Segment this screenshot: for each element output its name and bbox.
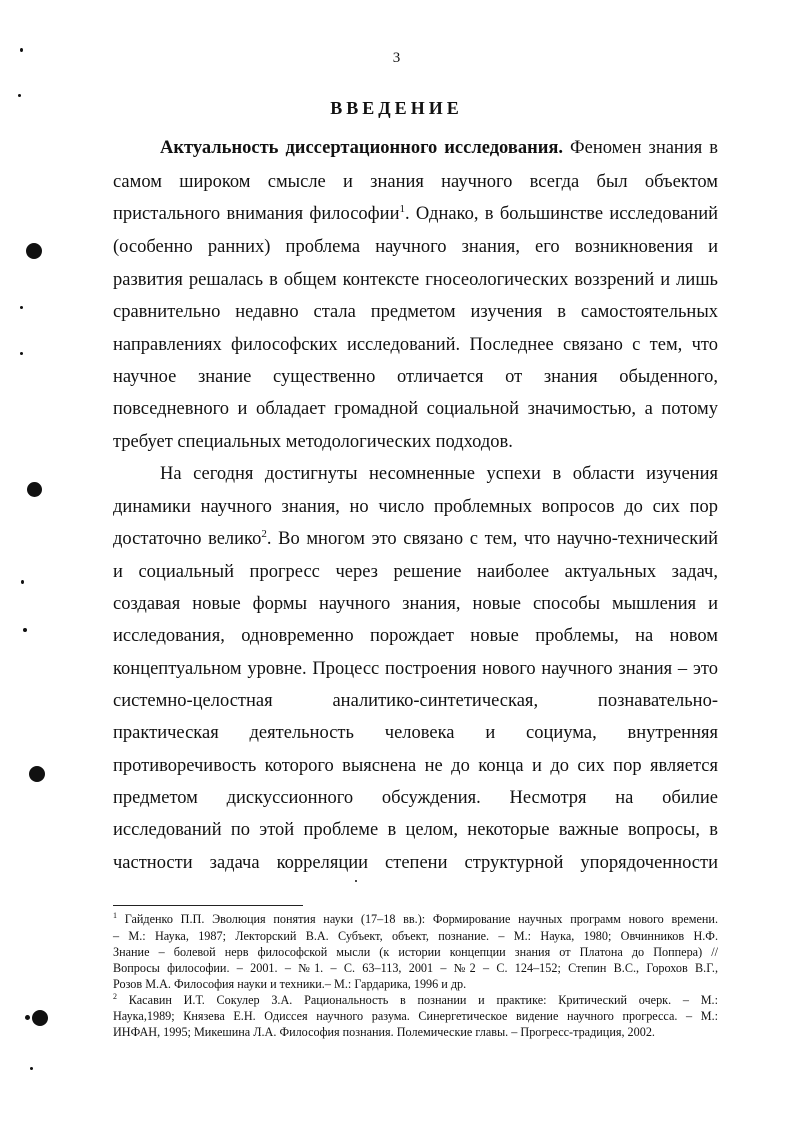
- footnote-separator: [113, 905, 303, 906]
- footnote-1-line-1: $^1$ Гайденко П.П. Эволюция понятия науки (17–18 вв.): Формирование научных программ нового времени.: [113, 910, 718, 926]
- paragraph-1-line-2: самом широком смысле и знания научного всегда был объектом: [113, 172, 718, 192]
- punch-hole-2: [27, 482, 42, 497]
- punch-hole-4: [32, 1010, 48, 1026]
- footnote-1-line-2: – М.: Наука, 1987; Лекторский В.А. Субъект, объект, познание. – М.: Наука, 1980; Овчинников Н.Ф.: [113, 929, 718, 943]
- page-number: 3: [392, 50, 401, 66]
- footnote-mark-1: 1: [113, 910, 117, 920]
- paragraph-1-line-6: сравнительно недавно стала предметом изучения в самостоятельных: [113, 302, 718, 322]
- paragraph-2-line-3: достаточно велико$^2$. Во многом это связано с тем, что научно-технический: [113, 527, 718, 549]
- paragraph-1-line-9: повседневного и обладает громадной социальной значимостью, а потому: [113, 399, 718, 419]
- paragraph-1-line-10: требует специальных методологических подходов.: [113, 432, 513, 452]
- scan-speck: [20, 306, 23, 309]
- scan-speck: [23, 628, 27, 632]
- paragraph-1-line-5: развития решалась в общем контексте гносеологических воззрений и лишь: [113, 270, 718, 290]
- scan-speck: [30, 1067, 33, 1070]
- footnote-2-line-1: $^2$ Касавин И.Т. Сокулер З.А. Рациональность в познании и практике: Критический очерк. – М.:: [113, 991, 718, 1007]
- paragraph-1-line-7: направлениях философских исследований. Последнее связано с тем, что: [113, 335, 718, 355]
- paragraph-2-line-2: динамики научного знания, но число проблемных вопросов до сих пор: [113, 497, 718, 517]
- paragraph-2-line-6: исследования, одновременно порождает новые проблемы, на новом: [113, 626, 718, 646]
- footnote-1-line-4: Вопросы философии. – 2001. – №1. – С. 63–113, 2001 – №2 – С. 124–152; Степин В.С., Горохов В.Г.,: [113, 961, 718, 975]
- footnote-1-line-3: Знание – болевой нерв философской мысли (к истории концепции знания от Платона до Поппера) //: [113, 945, 718, 959]
- footnote-2-line-3: ИНФАН, 1995; Микешина Л.А. Философия познания. Полемические главы. – Прогресс-традиция, 2002.: [113, 1025, 655, 1039]
- paragraph-2-line-13: частности задача корреляции степени структурной упорядоченности: [113, 853, 718, 873]
- paragraph-1-line-8: научное знание существенно отличается от знания обыденного,: [113, 367, 718, 387]
- paragraph-1-line-3: пристального внимания философии$^1$. Однако, в большинстве исследований: [113, 202, 718, 224]
- footnote-mark-2: 2: [113, 991, 117, 1001]
- paragraph-2-line-1: На сегодня достигнуты несомненные успехи в области изучения: [160, 464, 718, 484]
- footnote-ref-2: 2: [261, 527, 267, 540]
- paragraph-2-line-7: концептуальном уровне. Процесс построения нового научного знания – это: [113, 659, 718, 679]
- scan-speck: [20, 352, 23, 355]
- paragraph-2-line-11: предметом дискуссионного обсуждения. Несмотря на обилие: [113, 788, 718, 808]
- footnote-2-line-2: Наука,1989; Князева Е.Н. Одиссея научного разума. Синергетическое видение научного прогресса. – М.:: [113, 1009, 718, 1023]
- paragraph-2-line-4: и социальный прогресс через решение наиболее актуальных задач,: [113, 562, 718, 582]
- paragraph-2-line-8: системно-целостная аналитико-синтетическая, познавательно-: [113, 691, 718, 711]
- paragraph-1-line-4: (особенно ранних) проблема научного знания, его возникновения и: [113, 237, 718, 257]
- section-lead: Актуальность диссертационного исследования.: [160, 138, 564, 158]
- punch-hole-3: [29, 766, 45, 782]
- paragraph-2-line-10: противоречивость которого выяснена не до конца и до сих пор является: [113, 756, 718, 776]
- page-title: ВВЕДЕНИЕ: [330, 98, 463, 118]
- paragraph-2-line-12: исследований по этой проблеме в целом, некоторые важные вопросы, в: [113, 820, 718, 840]
- footnote-1-line-5: Розов М.А. Философия науки и техники.– М.: Гардарика, 1996 и др.: [113, 977, 467, 991]
- scan-speck: [21, 580, 24, 584]
- paragraph-1-line-1: Актуальность диссертационного исследования. Феномен знания в: [160, 138, 718, 158]
- scan-speck: [18, 94, 21, 97]
- punch-hole-1: [26, 243, 42, 259]
- paragraph-2-line-5: создавая новые формы научного знания, новые способы мышления и: [113, 594, 718, 614]
- footnote-ref-1: 1: [399, 202, 405, 215]
- scan-speck: [25, 1015, 30, 1020]
- scan-speck: [355, 880, 357, 882]
- paragraph-2-line-9: практическая деятельность человека и социума, внутренняя: [113, 723, 718, 743]
